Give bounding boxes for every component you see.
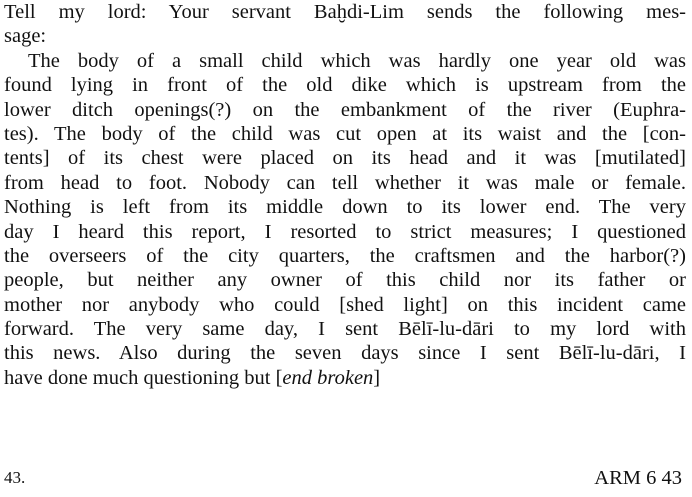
last-line-prefix: have done much questioning but [ [4, 366, 283, 389]
entry-number: 43. [4, 468, 26, 487]
letter-text [4, 0, 686, 390]
opening-line-1: Tell my lord: Your servant Baḫdi-Lim sends the following mes- [4, 1, 686, 23]
body-line-3: lower ditch openings(?) on the embankment of the river (Euphra- [4, 98, 686, 121]
body-line-7: Nothing is left from its middle down to its lower end. The very [4, 196, 686, 219]
editorial-note: end broken [282, 366, 374, 389]
body-line-10: people, but neither any owner of this child nor its father or [4, 269, 686, 292]
body-line-5: tents] of its chest were placed on its head and it was [mutilated] [4, 147, 686, 170]
page-footer [4, 465, 682, 491]
body-line-9: the overseers of the city quarters, the craftsmen and the harbor(?) [4, 244, 686, 267]
body-line-13: this news. Also during the seven days since I sent Bēlī-lu-dāri, I [4, 342, 686, 365]
text-reference: ARM 6 43 [594, 467, 682, 489]
body-line-4: tes). The body of the child was cut open at its waist and the [con- [4, 122, 686, 145]
body-line-1: The body of a small child which was hardly one year old was [28, 49, 686, 72]
body-line-2: found lying in front of the old dike which is upstream from the [4, 74, 686, 97]
opening-line-2: sage: [4, 25, 47, 48]
body-line-11: mother nor anybody who could [shed light] on this incident came [4, 293, 686, 316]
body-line-8: day I heard this report, I resorted to strict measures; I questioned [4, 220, 686, 243]
body-last-line [4, 366, 686, 390]
body-line-6: from head to foot. Nobody can tell whether it was male or female. [4, 171, 686, 194]
last-line-suffix: ] [373, 366, 381, 389]
body-line-12: forward. The very same day, I sent Bēlī-lu-dāri to my lord with [4, 318, 686, 341]
